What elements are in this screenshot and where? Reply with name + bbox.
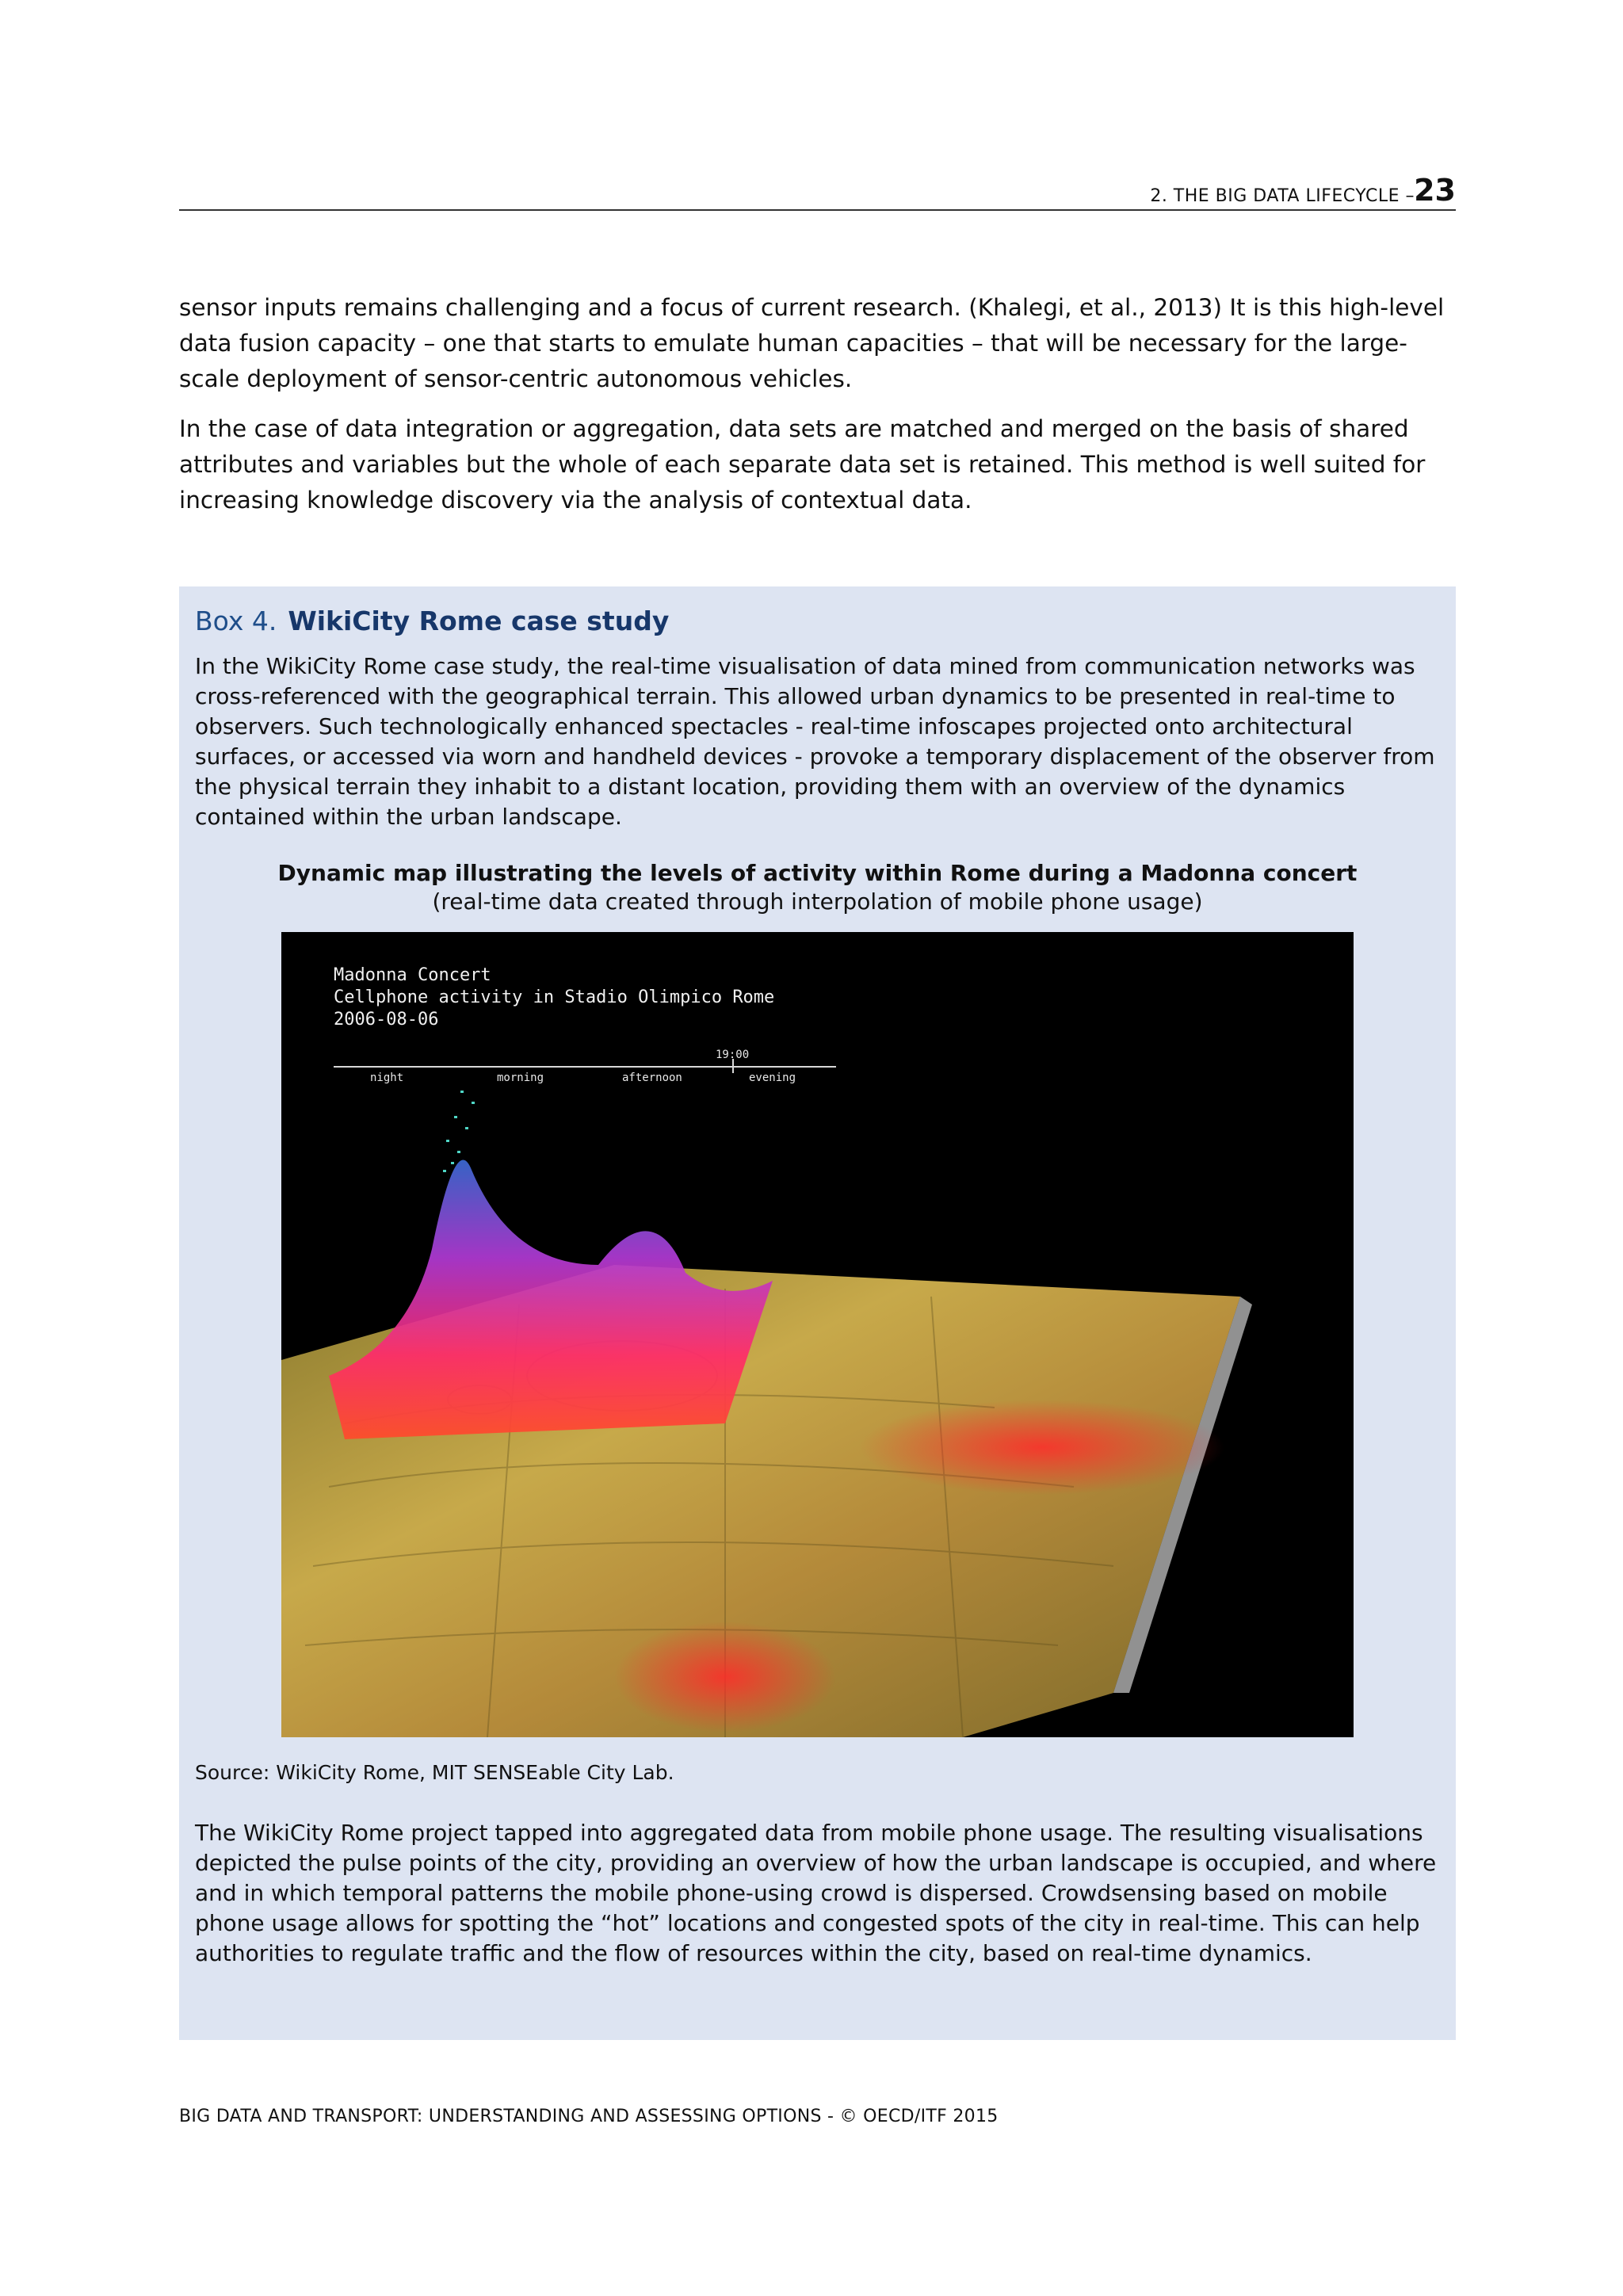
figure-label-subject: Cellphone activity in Stadio Olimpico Rome — [334, 988, 775, 1007]
figure-title: Dynamic map illustrating the levels of activity within Rome during a Madonna concert — [277, 860, 1358, 886]
activity-map-graphic — [281, 932, 1354, 1737]
box-heading — [195, 606, 669, 636]
box-title: WikiCity Rome case study — [288, 606, 670, 636]
page-number: 23 — [1414, 173, 1456, 208]
body-paragraph-2: In the case of data integration or aggregation, data sets are matched and merged on the basis of shared attributes and variables but the whole of each separate data set is retained. This method is well suited for increasing knowledge discovery via the analysis of contextual data. — [179, 415, 1426, 514]
running-title: 2. THE BIG DATA LIFECYCLE – — [1150, 186, 1415, 206]
body-paragraph-1: sensor inputs remains challenging and a focus of current research. (Khalegi, et al., 2013) It is this high-level data fusion capacity – one that starts to emulate human capacities – that will be necessary for the large-scale deployment of sensor-centric autonomous vehicles. — [179, 294, 1445, 392]
figure-subtitle: (real-time data created through interpolation of mobile phone usage) — [432, 888, 1203, 915]
figure-source: Source: WikiCity Rome, MIT SENSEable City Lab. — [195, 1761, 674, 1784]
box-number: Box 4. — [195, 606, 277, 636]
figure-label-event: Madonna Concert — [334, 965, 491, 985]
box-intro-paragraph: In the WikiCity Rome case study, the real-time visualisation of data mined from communication networks was cross-referenced with the geographical terrain. This allowed urban dynamics to be presented in real-time to observers. Such technologically enhanced spectacles - real-time infoscapes projected onto architectural surfaces, or accessed via worn and handheld devices - provoke a temporary displacement of the observer from the physical terrain they inhabit to a distant location, providing them with an overview of the dynamics contained within the urban landscape. — [195, 653, 1435, 830]
case-study-box — [179, 586, 1456, 2040]
activity-map-image — [281, 932, 1354, 1737]
page-header — [179, 168, 1456, 211]
timeline-period-morning: morning — [497, 1072, 544, 1084]
timeline-current-time: 19:00 — [716, 1049, 750, 1061]
timeline-period-night: night — [370, 1072, 404, 1084]
timeline-period-evening: evening — [749, 1072, 796, 1084]
figure-label-date: 2006-08-06 — [334, 1010, 439, 1030]
page-footer: BIG DATA AND TRANSPORT: UNDERSTANDING AND ASSESSING OPTIONS - © OECD/ITF 2015 — [179, 2107, 999, 2126]
timeline-period-afternoon: afternoon — [622, 1072, 682, 1084]
figure-caption — [179, 859, 1456, 916]
box-closing-paragraph: The WikiCity Rome project tapped into aggregated data from mobile phone usage. The resulting visualisations depicted the pulse points of the city, providing an overview of how the urban landscape is occupied, and where and in which temporal patterns the mobile phone-using crowd is dispersed. Crowdsensing based on mobile phone usage allows for spotting the “hot” locations and congested spots of the city in real-time. This can help authorities to regulate traffic and the flow of resources within the city, based on real-time dynamics. — [195, 1820, 1437, 1966]
